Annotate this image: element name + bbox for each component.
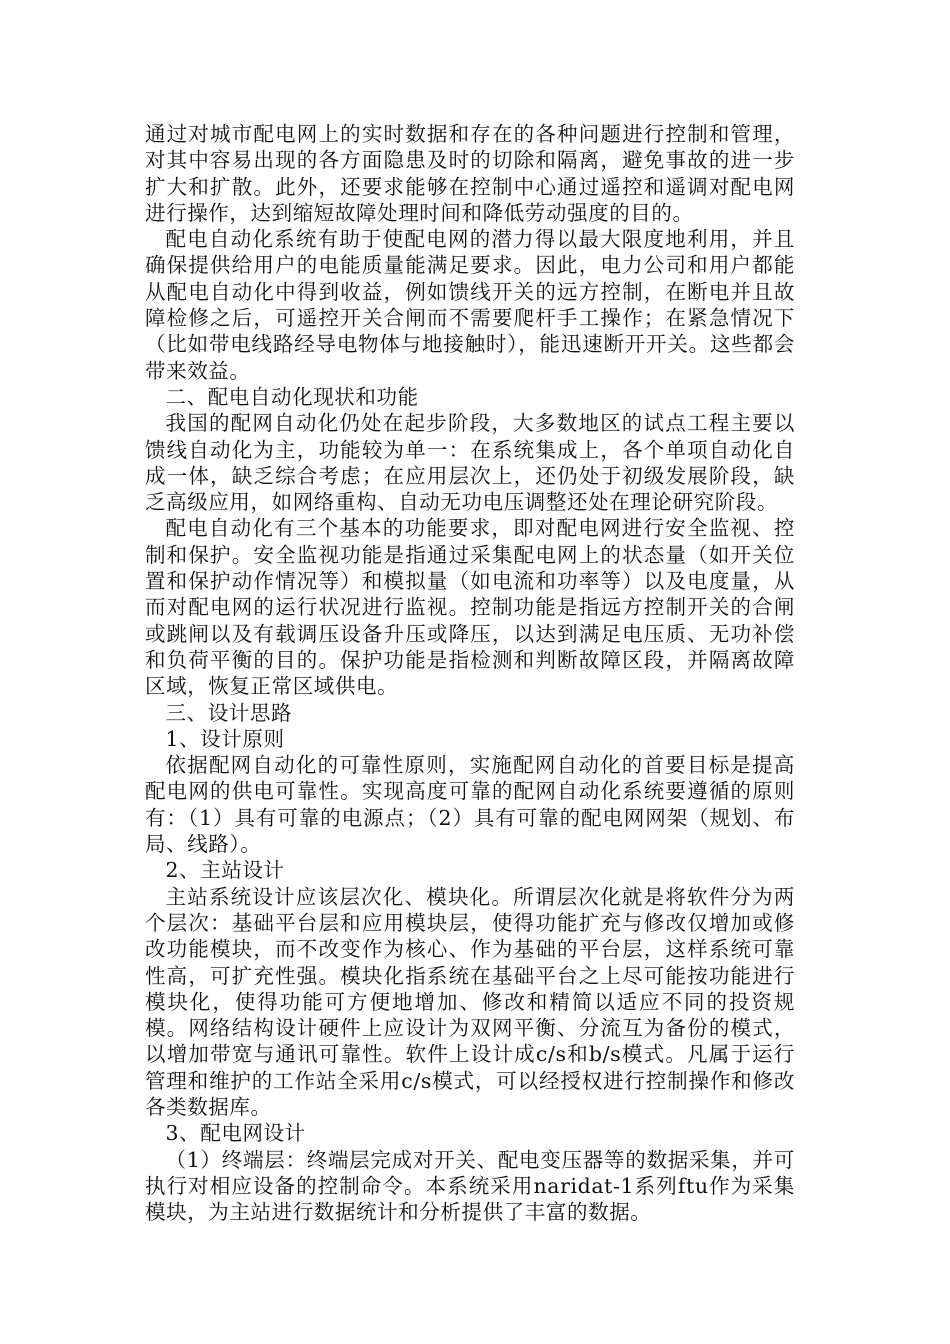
body-paragraph: 配电自动化系统有助于使配电网的潜力得以最大限度地利用，并且确保提供给用户的电能质量能满足要求。因此，电力公司和用户都能从配电自动化中得到收益，例如馈线开关的远方控制，在断电并且故障检修之后，可遥控开关合闸而不需要爬杆手工操作；在紧急情况下（比如带电线路经导电物体与地接触时），能迅速断开开关。这些都会带来效益。 [145, 227, 795, 383]
section-heading: 二、配电自动化现状和功能 [165, 384, 419, 409]
document-body [145, 121, 795, 1225]
body-paragraph: （1）终端层：终端层完成对开关、配电变压器等的数据采集，并可执行对相应设备的控制命令。本系统采用naridat-1系列ftu作为采集模块，为主站进行数据统计和分析提供了丰富的数据。 [145, 1147, 795, 1225]
section-heading: 三、设计思路 [165, 700, 293, 725]
body-paragraph: 主站系统设计应该层次化、模块化。所谓层次化就是将软件分为两个层次：基础平台层和应用模块层，使得功能扩充与修改仅增加或修改功能模块，而不改变作为核心、作为基础的平台层，这样系统可靠性高，可扩充性强。模块化指系统在基础平台之上尽可能按功能进行模块化，使得功能可方便地增加、修改和精简以适应不同的投资规模。网络结构设计硬件上应设计为双网平衡、分流互为备份的模式，以增加带宽与通讯可靠性。软件上设计成c/s和b/s模式。凡属于运行管理和维护的工作站全采用c/s模式，可以经授权进行控制操作和修改各类数据库。 [145, 884, 795, 1119]
body-paragraph: 我国的配网自动化仍处在起步阶段，大多数地区的试点工程主要以馈线自动化为主，功能较为单一：在系统集成上，各个单项自动化自成一体，缺乏综合考虑；在应用层次上，还仍处于初级发展阶段，缺乏高级应用，如网络重构、自动无功电压调整还处在理论研究阶段。 [145, 411, 795, 515]
subsection-heading: 1、设计原则 [165, 726, 285, 751]
body-paragraph: 配电自动化有三个基本的功能要求，即对配电网进行安全监视、控制和保护。安全监视功能是指通过采集配电网上的状态量（如开关位置和保护动作情况等）和模拟量（如电流和功率等）以及电度量，从而对配电网的运行状况进行监视。控制功能是指远方控制开关的合闸或跳闸以及有载调压设备升压或降压，以达到满足电压质、无功补偿和负荷平衡的目的。保护功能是指检测和判断故障区段，并隔离故障区域，恢复正常区域供电。 [145, 516, 795, 699]
body-paragraph: 依据配网自动化的可靠性原则，实施配网自动化的首要目标是提高配电网的供电可靠性。实现高度可靠的配网自动化系统要遵循的原则有：（1）具有可靠的电源点；（2）具有可靠的配电网网架（规划、布局、线路）。 [145, 753, 795, 857]
body-paragraph: 通过对城市配电网上的实时数据和存在的各种问题进行控制和管理，对其中容易出现的各方面隐患及时的切除和隔离，避免事故的进一步扩大和扩散。此外，还要求能够在控制中心通过遥控和遥调对配电网进行操作，达到缩短故障处理时间和降低劳动强度的目的。 [145, 122, 795, 225]
subsection-heading: 3、配电网设计 [165, 1121, 306, 1146]
subsection-heading: 2、主站设计 [165, 858, 285, 883]
